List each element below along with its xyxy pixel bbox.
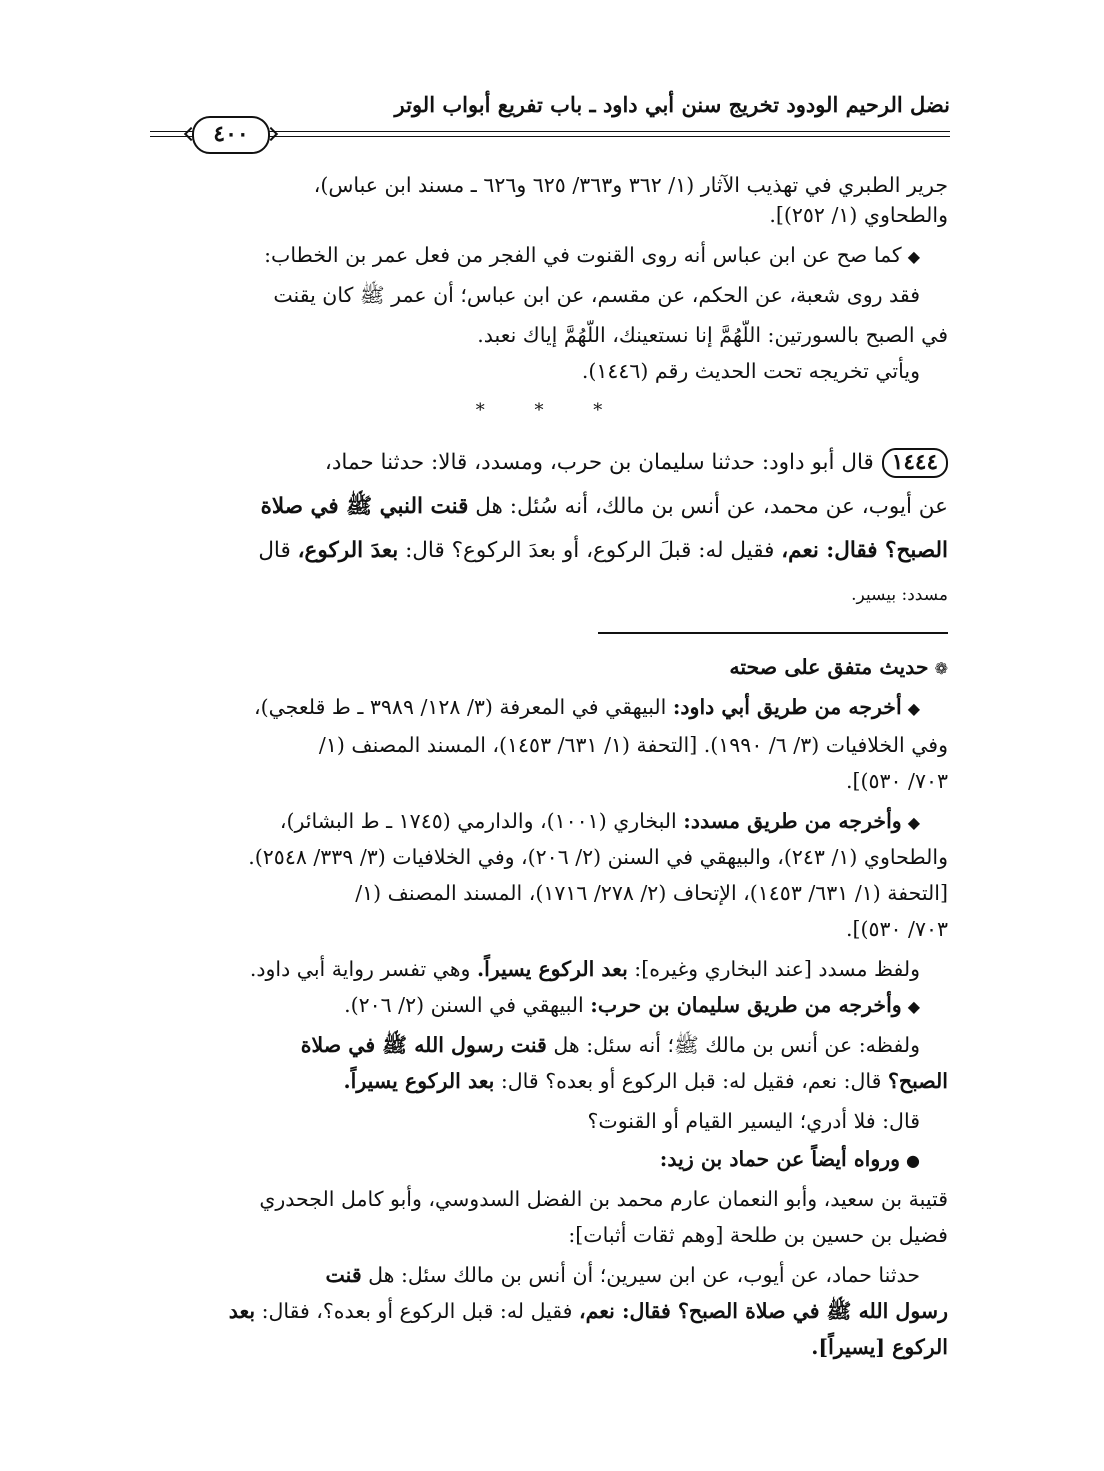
text-line: ٧٠٣/ ٥٣٠)].: [845, 769, 948, 793]
text-line: [152, 490, 948, 524]
text-span: وأخرجه من طريق مسدد:: [683, 809, 902, 833]
text-line: قال: فلا أدري؛ اليسير القيام أو القنوت؟: [587, 1109, 920, 1133]
section-separator: * * *: [475, 400, 625, 421]
text-span: ولفظ مسدد [عند البخاري وغيره]:: [627, 957, 920, 981]
text-line: والطحاوي (١/ ٢٥٢)].: [769, 203, 948, 227]
text-line: [152, 954, 920, 984]
text-span: فقيل له: قبلَ الركوع، أو بعدَ الركوع؟ قال:: [398, 538, 782, 563]
flower-icon: ❁: [934, 659, 948, 678]
page-header: [150, 88, 950, 148]
text-line: [152, 652, 948, 684]
text-span: البيهقي في السنن (٢/ ٢٠٦).: [344, 993, 591, 1017]
text-line: وفي الخلافيات (٣/ ٦/ ١٩٩٠). [التحفة (١/ ٦٣١/ ١٤٥٣)، المسند المصنف (١/: [318, 733, 948, 757]
running-title: نضل الرحيم الودود تخريج سنن أبي داود ـ باب تفريع أبواب الوتر: [394, 92, 950, 117]
text-span: بعدَ الركوع،: [297, 538, 399, 563]
text-line: [152, 1296, 948, 1326]
text-line: فضيل بن حسين بن طلحة [وهم ثقات أثبات]:: [568, 1223, 948, 1247]
text-line: [152, 990, 920, 1022]
text-span: قنت: [325, 1263, 362, 1287]
text-line: [152, 1066, 948, 1096]
text-span: وهي تفسر رواية أبي داود.: [249, 957, 477, 981]
text-span: حدثنا حماد، عن أيوب، عن ابن سيرين؛ أن أنس بن مالك سئل: هل: [361, 1263, 920, 1287]
text-span: الصبح؟: [887, 1069, 948, 1093]
text-span: قال: [258, 538, 298, 563]
text-span: وأخرجه من طريق سليمان بن حرب:: [590, 993, 902, 1017]
text-line: [152, 1260, 920, 1290]
text-span: الصبح؟ فقال: نعم،: [781, 538, 948, 563]
text-span: قال أبو داود: حدثنا سليمان بن حرب، ومسدد، قالا: حدثنا حماد،: [324, 450, 874, 475]
text-span: ورواه أيضاً عن حماد بن زيد:: [659, 1147, 901, 1171]
text-line: [152, 1144, 920, 1176]
dot-bullet-icon: ●: [906, 1151, 920, 1170]
text-line: [152, 534, 948, 568]
text-line: جرير الطبري في تهذيب الآثار (١/ ٣٦٢ و٣٦٣/ ٦٢٥ و٦٢٦ ـ مسند ابن عباس)،: [313, 173, 948, 197]
text-line: [152, 692, 920, 724]
text-span: قنت رسول الله ﷺ في صلاة: [300, 1033, 547, 1057]
text-span: بعد: [228, 1299, 256, 1323]
text-span: قنت النبي ﷺ في صلاة: [260, 494, 469, 519]
text-line: [التحفة (١/ ٦٣١/ ١٤٥٣)، الإتحاف (٢/ ٢٧٨/ ١٧١٦)، المسند المصنف (١/: [355, 881, 948, 905]
text-span: رسول الله ﷺ في صلاة الصبح؟ فقال: نعم،: [578, 1299, 948, 1323]
text-span: فقيل له: قبل الركوع أو بعده؟، فقال:: [255, 1299, 579, 1323]
footnote-rule: [598, 632, 948, 634]
text-span: البيهقي في المعرفة (٣/ ١٢٨/ ٣٩٨٩ ـ ط قلعجي)،: [253, 695, 673, 719]
hadith-number: ١٤٤٤: [882, 448, 948, 478]
bullet-icon: ◆: [907, 699, 920, 718]
text-line: [152, 1030, 920, 1060]
text-line: [152, 240, 920, 272]
text-line: ويأتي تخريجه تحت الحديث رقم (١٤٤٦).: [581, 359, 920, 383]
text-line: [152, 1332, 948, 1362]
text-line: ٧٠٣/ ٥٣٠)].: [845, 917, 948, 941]
text-span: حديث متفق على صحته: [729, 655, 929, 679]
text-span: أخرجه من طريق أبي داود:: [672, 695, 902, 719]
text-span: قال: نعم، فقيل له: قبل الركوع أو بعده؟ قال:: [494, 1069, 888, 1093]
text-span: البخاري (١٠٠١)، والدارمي (١٧٤٥ ـ ط البشائر)،: [279, 809, 684, 833]
text-span: بعد الركوع يسيراً.: [476, 957, 628, 981]
text-span: عن أيوب، عن محمد، عن أنس بن مالك، أنه سُئل: هل: [468, 494, 948, 519]
text-line: قتيبة بن سعيد، وأبو النعمان عارم محمد بن الفضل السدوسي، وأبو كامل الجحدري: [259, 1187, 948, 1211]
text-span: كما صح عن ابن عباس أنه روى القنوت في الفجر من فعل عمر بن الخطاب:: [264, 243, 902, 267]
bullet-icon: ◆: [907, 247, 920, 266]
text-line: فقد روى شعبة، عن الحكم، عن مقسم، عن ابن عباس؛ أن عمر ﷺ كان يقنت: [273, 283, 920, 307]
text-line: والطحاوي (١/ ٢٤٣)، والبيهقي في السنن (٢/ ٢٠٦)، وفي الخلافيات (٣/ ٣٣٩/ ٢٥٤٨).: [248, 845, 948, 869]
text-line: في الصبح بالسورتين: اللَّهُمَّ إنا نستعينك، اللَّهُمَّ إياك نعبد.: [477, 323, 948, 347]
text-line: [152, 806, 920, 838]
bullet-icon: ◆: [907, 997, 920, 1016]
text-span: بعد الركوع يسيراً.: [343, 1069, 495, 1093]
bullet-icon: ◆: [907, 813, 920, 832]
text-line: [152, 446, 948, 480]
text-line: مسدد: بيسير.: [851, 585, 948, 605]
text-span: الركوع [يسيراً].: [811, 1335, 948, 1359]
text-span: ولفظه: عن أنس بن مالك ﷺ؛ أنه سئل: هل: [546, 1033, 920, 1057]
page-number: ٤٠٠: [192, 116, 270, 154]
